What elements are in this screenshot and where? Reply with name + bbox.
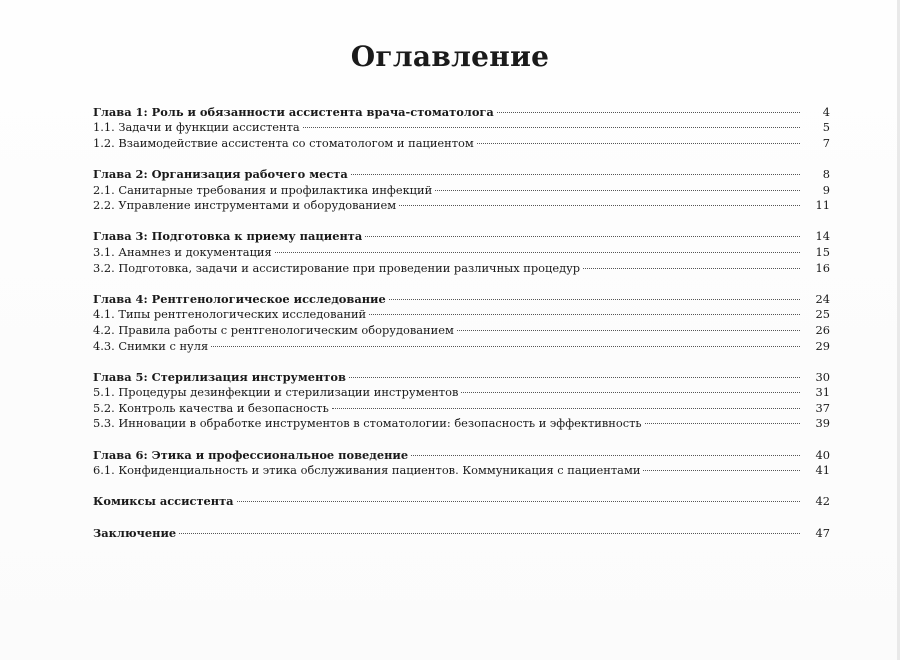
toc-entry-label: 2.2. Управление инструментами и оборудованием [93,198,397,213]
toc-page-number: 39 [815,416,830,431]
toc-entry-label: 5.3. Инновации в обработке инструментов в стоматологии: безопасность и эффективность [93,416,642,431]
toc-page-number: 4 [822,104,830,119]
dot-leader [643,455,800,472]
dot-leader [369,299,800,316]
toc-page-number: 30 [815,369,830,384]
dot-leader [179,517,800,534]
toc-entry-label: 5.1. Процедуры дезинфекции и стерилизации инструментов [93,385,459,400]
toc-entry-label: 2.1. Санитарные требования и профилактика инфекций [93,182,433,197]
page-title: Оглавление [350,40,550,73]
toc-entry-label: 3.1. Анамнез и документация [93,244,272,259]
toc-entry-label: 4.1. Типы рентгенологических исследований [93,307,367,322]
toc-entry-label: 4.2. Правила работы с рентгенологическим оборудованием [93,322,454,337]
toc-entry-label: 4.3. Снимки с нуля [93,338,209,353]
toc-entry-label: Глава 6: Этика и профессиональное поведение [93,447,409,462]
toc-page-number: 11 [815,198,830,213]
dot-leader [457,314,800,331]
dot-leader [583,252,800,269]
toc-page-number: 37 [815,400,830,415]
toc-entry-label: 1.2. Взаимодействие ассистента со стоматологом и пациентом [93,135,474,150]
toc-entry-label: Глава 4: Рентгенологическое исследование [93,291,386,306]
toc-entry-label: 1.1. Задачи и функции ассистента [93,120,300,135]
toc-entry-label: Комиксы ассистента [93,494,234,509]
dot-leader [365,221,800,238]
toc-page-number: 16 [815,260,830,275]
toc-page-number: 14 [815,229,830,244]
table-of-contents [93,99,830,540]
dot-leader [303,112,800,129]
dot-leader [645,408,800,425]
dot-leader [399,190,800,207]
dot-leader [411,439,800,456]
dot-leader [275,236,800,253]
toc-page-number: 31 [815,385,830,400]
toc-page-number: 29 [815,338,830,353]
toc-page-number: 26 [815,322,830,337]
toc-entry-label: Глава 1: Роль и обязанности ассистента врача-стоматолога [93,104,494,119]
toc-entry-label: Глава 5: Стерилизация инструментов [93,369,346,384]
toc-page-number: 47 [815,525,830,540]
toc-entry-label: 3.2. Подготовка, задачи и ассистирование при проведении различных процедур [93,260,581,275]
toc-chapter-entry[interactable] [93,489,830,509]
toc-page-number: 24 [815,291,830,306]
toc-page-number: 15 [815,244,830,259]
dot-leader [349,361,800,378]
toc-page-number: 7 [822,135,830,150]
toc-entry-label: Глава 3: Подготовка к приему пациента [93,229,363,244]
toc-entry-label: Заключение [93,525,177,540]
dot-leader [477,127,800,144]
dot-leader [351,158,800,175]
toc-page-number: 9 [822,182,830,197]
toc-page-number: 5 [822,120,830,135]
toc-page-number: 25 [815,307,830,322]
toc-entry-label: 5.2. Контроль качества и безопасность [93,400,329,415]
toc-chapter-entry[interactable] [93,520,830,540]
toc-page-number: 41 [815,463,830,478]
dot-leader [389,283,800,300]
dot-leader [237,486,800,503]
toc-page-number: 8 [822,166,830,181]
toc-page-number: 40 [815,447,830,462]
toc-entry-label: 6.1. Конфиденциальность и этика обслуживания пациентов. Коммуникация с пациентами [93,463,641,478]
dot-leader [211,330,800,347]
dot-leader [435,174,800,191]
dot-leader [461,377,800,394]
toc-entry-label: Глава 2: Организация рабочего места [93,166,348,181]
toc-page-number: 42 [815,494,830,509]
dot-leader [497,96,800,113]
dot-leader [332,392,800,409]
